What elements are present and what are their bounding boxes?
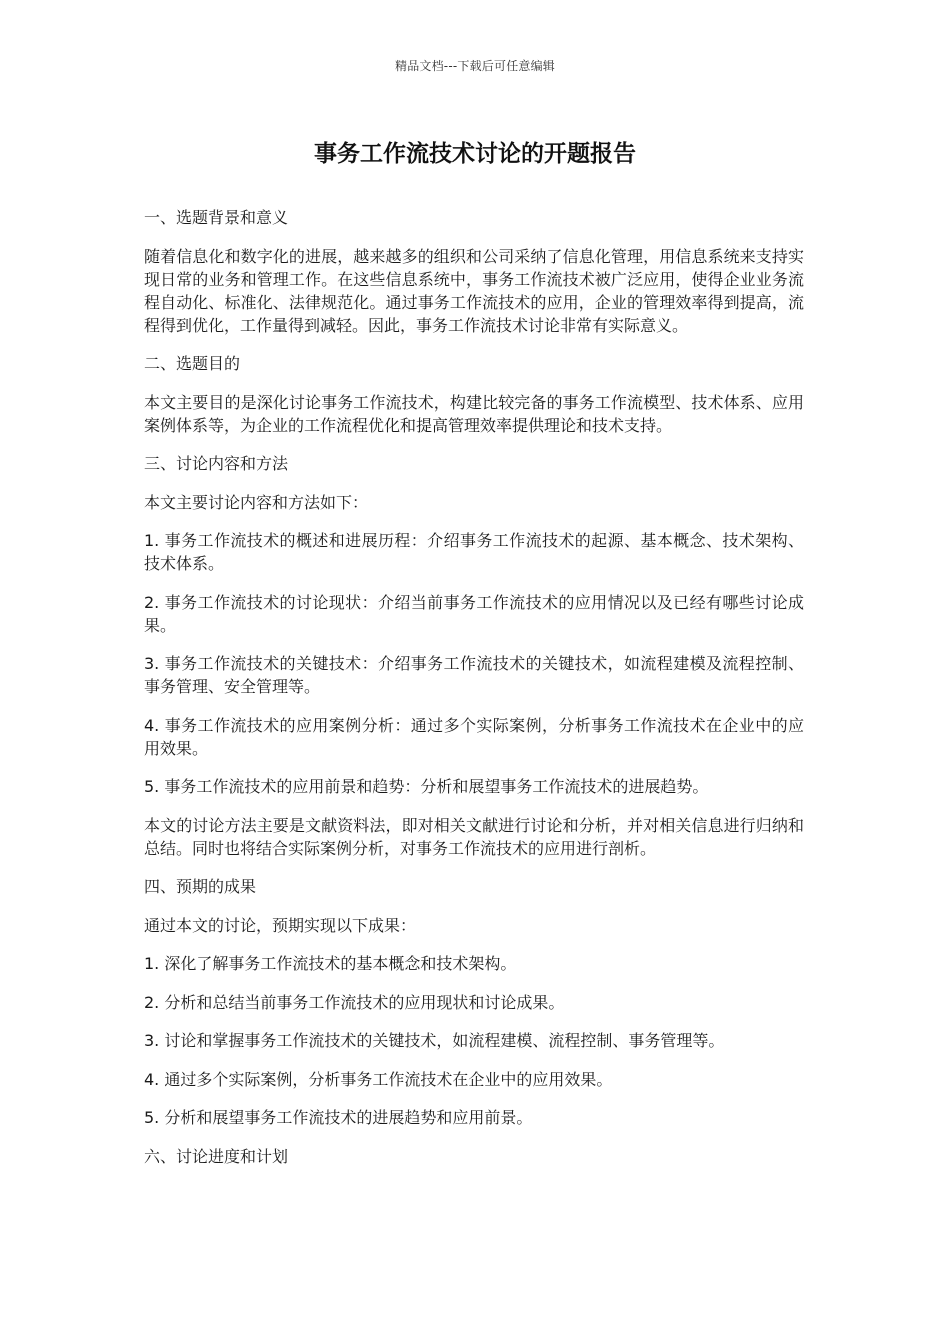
paragraph-background: 随着信息化和数字化的进展，越来越多的组织和公司采纳了信息化管理，用信息系统来支持实现日常的业务和管理工作。在这些信息系统中，事务工作流技术被广泛应用，使得企业业务流程自动化、标准化、法律规范化。通过事务工作流技术的应用，企业的管理效率得到提高，流程得到优化，工作量得到减轻。因此，事务工作流技术讨论非常有实际意义。	[144, 246, 804, 335]
list-item: 2. 分析和总结当前事务工作流技术的应用现状和讨论成果。	[144, 992, 565, 1012]
section-heading-expected-results: 四、预期的成果	[144, 877, 257, 896]
header-note: 精品文档---下载后可任意编辑	[395, 59, 555, 73]
section-heading-background: 一、选题背景和意义	[144, 208, 289, 227]
section-heading-content-methods: 三、讨论内容和方法	[144, 454, 289, 473]
list-item: 3. 事务工作流技术的关键技术：介绍事务工作流技术的关键技术，如流程建模及流程控制、事务管理、安全管理等。	[144, 654, 804, 696]
paragraph-methods: 本文的讨论方法主要是文献资料法，即对相关文献进行讨论和分析，并对相关信息进行归纳和总结。同时也将结合实际案例分析，对事务工作流技术的应用进行剖析。	[144, 815, 804, 858]
paragraph-content-intro: 本文主要讨论内容和方法如下：	[144, 492, 369, 512]
paragraph-purpose: 本文主要目的是深化讨论事务工作流技术，构建比较完备的事务工作流模型、技术体系、应用案例体系等，为企业的工作流程优化和提高管理效率提供理论和技术支持。	[144, 392, 804, 435]
list-item: 5. 事务工作流技术的应用前景和趋势：分析和展望事务工作流技术的进展趋势。	[144, 777, 709, 796]
paragraph-results-intro: 通过本文的讨论，预期实现以下成果：	[144, 915, 417, 935]
list-item: 2. 事务工作流技术的讨论现状：介绍当前事务工作流技术的应用情况以及已经有哪些讨论成果。	[144, 592, 804, 635]
list-item: 3. 讨论和掌握事务工作流技术的关键技术，如流程建模、流程控制、事务管理等。	[144, 1031, 725, 1050]
list-item: 4. 通过多个实际案例，分析事务工作流技术在企业中的应用效果。	[144, 1069, 613, 1089]
list-item: 5. 分析和展望事务工作流技术的进展趋势和应用前景。	[144, 1108, 533, 1127]
section-heading-schedule: 六、讨论进度和计划	[144, 1146, 289, 1166]
list-item: 4. 事务工作流技术的应用案例分析：通过多个实际案例，分析事务工作流技术在企业中的应用效果。	[144, 715, 804, 758]
list-item: 1. 深化了解事务工作流技术的基本概念和技术架构。	[144, 954, 517, 973]
document-title: 事务工作流技术讨论的开题报告	[314, 141, 636, 167]
document-body	[144, 206, 804, 1183]
list-item: 1. 事务工作流技术的概述和进展历程：介绍事务工作流技术的起源、基本概念、技术架构、技术体系。	[144, 531, 804, 573]
section-heading-purpose: 二、选题目的	[144, 354, 241, 373]
